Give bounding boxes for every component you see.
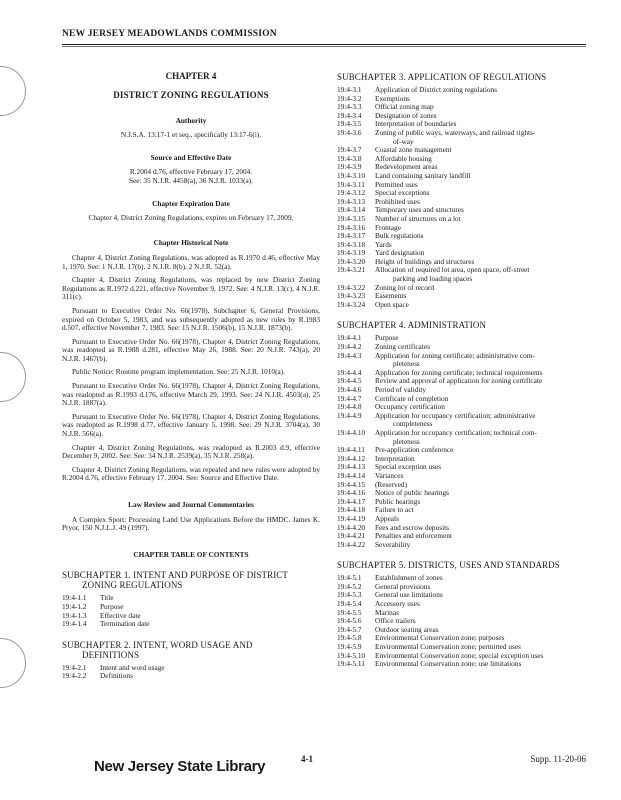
toc-title — [375, 600, 586, 609]
toc-number: 19:4-3.6 — [337, 127, 362, 137]
toc-title-text: Special exception uses — [375, 462, 442, 472]
toc-title-text: Pre-application conference — [375, 445, 454, 455]
toc-title-text: Zoning lot of record — [375, 282, 434, 292]
toc-number: 19:4-3.12 — [337, 188, 366, 198]
toc-title: Termination date — [100, 619, 150, 629]
toc-title-continuation: pleteness — [393, 436, 420, 446]
subchapter-2-heading — [62, 640, 320, 660]
toc-title-text: Application for zoning certificate; administrative com- — [375, 350, 535, 360]
toc-number: 19:4-5.10 — [337, 650, 366, 660]
toc-item[interactable] — [337, 541, 586, 550]
toc-number: 19:4-4.2 — [337, 342, 362, 352]
toc-number: 19:4-4.16 — [337, 488, 366, 498]
toc-title — [375, 506, 586, 515]
toc-title — [375, 266, 586, 283]
toc-title-text: Coastal zone management — [375, 145, 452, 155]
toc-title-text: Review and approval of application for zoning certificate — [375, 376, 543, 386]
toc-title-text: Special exceptions — [375, 188, 430, 198]
law-review-heading: Law Review and Journal Commentaries — [128, 500, 254, 509]
toc-number: 19:4-3.1 — [337, 85, 362, 94]
toc-title-text: Land containing sanitary landfill — [375, 170, 471, 180]
toc-title-text: Environmental Conservation zone; special exception uses — [375, 650, 544, 660]
toc-title-text: Application for occupancy certification; technical com- — [375, 427, 537, 437]
toc-heading: CHAPTER TABLE OF CONTENTS — [133, 549, 249, 559]
toc-title-text: Occupancy certification — [375, 402, 445, 412]
toc-title-text: Environmental Conservation zone; permitted uses — [375, 642, 521, 652]
toc-number: 19:4-4.17 — [337, 496, 366, 506]
toc-item[interactable] — [337, 301, 586, 310]
toc-title — [375, 232, 586, 241]
subchapter-1-list — [62, 594, 320, 628]
toc-number: 19:4-5.11 — [337, 659, 365, 669]
library-stamp: New Jersey State Library — [94, 758, 266, 775]
toc-item[interactable] — [337, 412, 586, 429]
right-column — [337, 72, 586, 669]
toc-number: 19:4-2.1 — [62, 662, 87, 672]
toc-title: Purpose — [100, 601, 124, 611]
toc-title-text: Prohibited uses — [375, 196, 420, 206]
toc-number: 19:4-4.19 — [337, 513, 366, 523]
toc-title: Effective date — [100, 610, 141, 620]
subchapter-3-list — [337, 86, 586, 309]
toc-title — [375, 412, 586, 429]
subchapter-3-heading: SUBCHAPTER 3. APPLICATION OF REGULATIONS — [337, 72, 547, 82]
toc-number: 19:4-3.18 — [337, 239, 366, 249]
toc-number: 19:4-4.7 — [337, 393, 362, 403]
toc-number: 19:4-4.12 — [337, 453, 366, 463]
toc-title-text: Accessory uses — [375, 599, 420, 609]
historical-para-7: Pursuant to Executive Order No. 66(1978), Chapter 4, District Zoning Regulations, was readopted as R.1998 d.77, effective January 5, 1998. See: 29 N.J.R. 3704(a), 30 N.J.R. 566(a). — [62, 411, 320, 439]
toc-title-text: (Reserved) — [375, 479, 408, 489]
toc-number: 19:4-3.24 — [337, 299, 366, 309]
toc-number: 19:4-5.1 — [337, 573, 362, 583]
toc-number: 19:4-4.22 — [337, 539, 366, 549]
left-column — [62, 72, 320, 681]
toc-title-text: Interpretation of boundaries — [375, 119, 457, 129]
toc-number: 19:4-3.20 — [337, 256, 366, 266]
toc-number: 19:4-5.4 — [337, 599, 362, 609]
toc-number: 19:4-4.11 — [337, 445, 365, 455]
toc-title — [375, 429, 586, 446]
toc-number: 19:4-4.20 — [337, 522, 366, 532]
toc-number: 19:4-5.5 — [337, 607, 362, 617]
toc-number: 19:4-3.21 — [337, 265, 366, 275]
toc-title-text: Fees and escrow deposits — [375, 522, 449, 532]
toc-title-text: Application of District zoning regulations — [375, 85, 497, 94]
toc-title-text: Certificate of completion — [375, 393, 449, 403]
toc-title — [375, 129, 586, 146]
toc-number: 19:4-4.15 — [337, 479, 366, 489]
header-rule — [62, 44, 586, 45]
toc-title-text: Outdoor seating areas — [375, 624, 439, 634]
subchapter-1-heading-line-1: SUBCHAPTER 1. INTENT AND PURPOSE OF DISTRICT — [62, 570, 289, 581]
toc-title-text: Yard designation — [375, 248, 425, 258]
toc-title-text: Application for occupancy certification; administrative — [375, 410, 536, 420]
toc-number: 19:4-3.19 — [337, 248, 366, 258]
toc-title — [375, 541, 586, 550]
expiration-text: Chapter 4, District Zoning Regulations, expires on February 17, 2009. — [88, 212, 294, 222]
toc-title-text: General use limitations — [375, 590, 443, 600]
historical-para-9: Chapter 4, District Zoning Regulations, was repealed and new rules were adopted by R.2004 d.76, effective February 17, 2004. See: Source and Effective Date. — [62, 464, 320, 483]
subchapter-2-heading-line-2: DEFINITIONS — [82, 649, 140, 660]
toc-item[interactable] — [337, 352, 586, 369]
toc-number: 19:4-3.11 — [337, 179, 365, 189]
toc-title-text: Penalties and enforcement — [375, 531, 452, 541]
toc-title-text: Designation of zones — [375, 110, 437, 120]
toc-number: 19:4-3.4 — [337, 110, 362, 120]
toc-title-text: Notice of public hearings — [375, 488, 449, 498]
toc-number: 19:4-3.9 — [337, 162, 362, 172]
toc-title — [375, 463, 586, 472]
toc-item[interactable] — [337, 266, 586, 283]
toc-title-text: Number of structures on a lot — [375, 213, 461, 223]
toc-title-text: Exemptions — [375, 93, 410, 103]
toc-number: 19:4-3.2 — [337, 93, 362, 103]
toc-title-text: Permitted uses — [375, 179, 418, 189]
toc-title-text: Appeals — [375, 513, 399, 523]
toc-item[interactable] — [337, 660, 586, 669]
toc-number: 19:4-3.15 — [337, 213, 366, 223]
toc-title-continuation: parking and loading spaces — [393, 274, 473, 284]
toc-number: 19:4-4.1 — [337, 333, 362, 343]
toc-number: 19:4-3.13 — [337, 196, 366, 206]
toc-title: Title — [100, 593, 114, 603]
subchapter-1-heading — [62, 570, 320, 590]
subchapter-1-heading-line-2: ZONING REGULATIONS — [82, 580, 183, 591]
toc-number: 19:4-3.3 — [337, 102, 362, 112]
subchapter-2-list — [62, 664, 320, 681]
toc-title-text: Office trailers — [375, 616, 416, 626]
toc-title-text: Establishment of zones — [375, 573, 443, 583]
header-rule-secondary — [62, 46, 586, 47]
toc-title-text: Environmental Conservation zone; use limitations — [375, 659, 522, 669]
toc-title-text: Environmental Conservation zone; purposes — [375, 633, 505, 643]
historical-para-8: Chapter 4, District Zoning Regulations, was readopted as R.2003 d.9, effective December 9, 2002. See: See: 34 N.J.R. 2539(a), 35 N.J.R. 258(a). — [62, 442, 320, 461]
toc-title-text: Official zoning map — [375, 102, 434, 112]
toc-number: 19:4-4.5 — [337, 376, 362, 386]
toc-title-text: Severability — [375, 539, 411, 549]
toc-number: 19:4-4.18 — [337, 505, 366, 515]
authority-heading: Authority — [175, 116, 207, 126]
chapter-number: CHAPTER 4 — [165, 71, 217, 81]
toc-title-text: Temporary uses and structures — [375, 205, 464, 215]
toc-title-text: Purpose — [375, 333, 399, 343]
toc-item[interactable] — [337, 129, 586, 146]
source-line-2: See: 35 N.J.R. 4458(a), 36 N.J.R. 1033(a). — [128, 175, 254, 185]
toc-title — [375, 352, 586, 369]
toc-title-text: Zoning certificates — [375, 342, 430, 352]
running-header: NEW JERSEY MEADOWLANDS COMMISSION — [62, 29, 277, 39]
toc-title-continuation: completeness — [393, 419, 433, 429]
toc-number: 19:4-1.2 — [62, 601, 87, 611]
historical-para-5: Public Notice: Routine program implementation. See: 25 N.J.R. 1010(a). — [72, 367, 285, 377]
toc-number: 19:4-4.14 — [337, 470, 366, 480]
punch-hole-top — [0, 66, 26, 116]
toc-title-text: Application for zoning certificate; technical requirements — [375, 367, 543, 377]
toc-number: 19:4-1.3 — [62, 610, 87, 620]
chapter-title: DISTRICT ZONING REGULATIONS — [113, 89, 269, 100]
toc-number: 19:4-5.3 — [337, 590, 362, 600]
toc-number: 19:4-5.2 — [337, 581, 362, 591]
toc-title — [375, 301, 586, 310]
subchapter-4-list — [337, 334, 586, 549]
toc-title-text: Yards — [375, 239, 392, 249]
toc-number: 19:4-3.7 — [337, 145, 362, 155]
toc-number: 19:4-3.5 — [337, 119, 362, 129]
toc-title-text: Failure to act — [375, 505, 414, 515]
historical-para-1: Chapter 4, District Zoning Regulations, was adopted as R.1970 d.46, effective May 1, 1970. See: 1 N.J.R. 17(b), 2 N.J.R. 8(b), 2 N.J.R. 52(a). — [62, 252, 320, 271]
toc-title-text: Period of validity — [375, 385, 427, 394]
toc-number: 19:4-5.8 — [337, 633, 362, 643]
source-heading: Source and Effective Date — [150, 153, 232, 163]
toc-title-continuation: pleteness — [393, 359, 420, 369]
toc-title-text: Allocation of required lot area, open space, off-street — [375, 265, 530, 275]
toc-number: 19:4-3.23 — [337, 291, 366, 301]
toc-title-text: Affordable housing — [375, 153, 432, 163]
toc-number: 19:4-3.14 — [337, 205, 366, 215]
toc-number: 19:4-4.8 — [337, 402, 362, 412]
toc-title-text: Marinas — [375, 607, 399, 617]
toc-title-text: Zoning of public ways, waterways, and railroad rights- — [375, 127, 536, 137]
toc-title — [375, 284, 586, 293]
toc-number: 19:4-3.22 — [337, 282, 366, 292]
toc-title — [375, 660, 586, 669]
toc-title-text: Frontage — [375, 222, 401, 232]
toc-number: 19:4-4.9 — [337, 410, 362, 420]
toc-number: 19:4-3.8 — [337, 153, 362, 163]
historical-para-4: Pursuant to Executive Order No. 66(1978), Chapter 4, District Zoning Regulations, was readopted as R.1988 d.281, effective May 26, 1988. See: 20 N.J.R. 743(a), 20 N.J.R. 1467(b). — [62, 336, 320, 363]
expiration-heading: Chapter Expiration Date — [152, 199, 230, 209]
toc-title-text: Height of buildings and structures — [375, 256, 475, 266]
historical-para-6: Pursuant to Executive Order No. 66(1978), Chapter 4, District Zoning Regulations, was readopted as R.1993 d.176, effective March 29, 1993. See: 24 N.J.R. 4503(a), 25 N.J.R. 1887(a). — [62, 381, 320, 408]
toc-title-text: Bulk regulations — [375, 231, 424, 241]
subchapter-2-heading-line-1: SUBCHAPTER 2. INTENT, WORD USAGE AND — [62, 639, 253, 650]
toc-number: 19:4-4.3 — [337, 350, 362, 360]
toc-number: 19:4-4.4 — [337, 367, 362, 377]
toc-number: 19:4-4.6 — [337, 385, 362, 394]
toc-number: 19:4-1.4 — [62, 619, 87, 629]
toc-title-text: General provisions — [375, 581, 431, 591]
toc-title-text: Variances — [375, 470, 404, 480]
subchapter-4-heading: SUBCHAPTER 4. ADMINISTRATION — [337, 320, 487, 331]
toc-item[interactable] — [337, 429, 586, 446]
toc-number: 19:4-3.16 — [337, 222, 366, 232]
toc-number: 19:4-3.17 — [337, 231, 366, 241]
toc-title-text: Interpretation — [375, 453, 415, 463]
subchapter-5-list — [337, 574, 586, 669]
toc-number: 19:4-5.7 — [337, 624, 362, 634]
historical-heading: Chapter Historical Note — [153, 238, 229, 248]
toc-title-text: Redevelopment areas — [375, 162, 438, 172]
toc-number: 19:4-5.6 — [337, 616, 362, 626]
toc-title-continuation: of-way — [393, 136, 414, 146]
toc-number: 19:4-4.10 — [337, 427, 366, 437]
law-review-text: A Complex Sport: Processing Land Use Applications Before the HMDC. James K. Pryor, 150 N.J.L.J. 49 (1997). — [62, 514, 320, 533]
subchapter-5-heading: SUBCHAPTER 5. DISTRICTS, USES AND STANDARDS — [337, 560, 560, 571]
toc-number: 19:4-4.21 — [337, 531, 366, 541]
historical-para-2: Chapter 4, District Zoning Regulations, was replaced by new District Zoning Regulations as R.1972 d.221, effective November 9, 1972. See: 4 N.J.R. 13(c), 4 N.J.R. 311(c). — [62, 275, 320, 302]
toc-number: 19:4-3.10 — [337, 170, 366, 180]
toc-number: 19:4-5.9 — [337, 642, 362, 652]
punch-hole-middle — [0, 352, 26, 402]
toc-title-text: Open space — [375, 299, 409, 309]
toc-item[interactable] — [62, 620, 320, 629]
toc-title-text: Public hearings — [375, 496, 421, 506]
historical-para-3: Pursuant to Executive Order No. 66(1978), Subchapter 6, General Provisions, expired on October 5, 1983, and was subsequently adopted as new rules by R.1983 d.507, effective November 7, 1983. See: 15 N.J.R. 1506(b), 15 N.J.R. 1873(b). — [62, 305, 320, 333]
toc-number: 19:4-2.2 — [62, 671, 87, 681]
toc-number: 19:4-4.13 — [337, 462, 366, 472]
toc-number: 19:4-1.1 — [62, 593, 87, 603]
source-line-1: R.2004 d.76, effective February 17, 2004. — [129, 166, 253, 176]
toc-title: Definitions — [100, 671, 133, 681]
authority-text: N.J.S.A. 13:17-1 et seq., specifically 13:17-6(i). — [120, 129, 262, 139]
toc-item[interactable] — [62, 672, 320, 681]
toc-title — [375, 215, 586, 224]
supplement-date: Supp. 11-20-06 — [530, 754, 586, 764]
toc-title-text: Easements — [375, 291, 407, 301]
toc-title: Intent and word usage — [100, 662, 165, 672]
punch-hole-bottom — [0, 638, 26, 688]
page-number: 4-1 — [301, 754, 313, 764]
